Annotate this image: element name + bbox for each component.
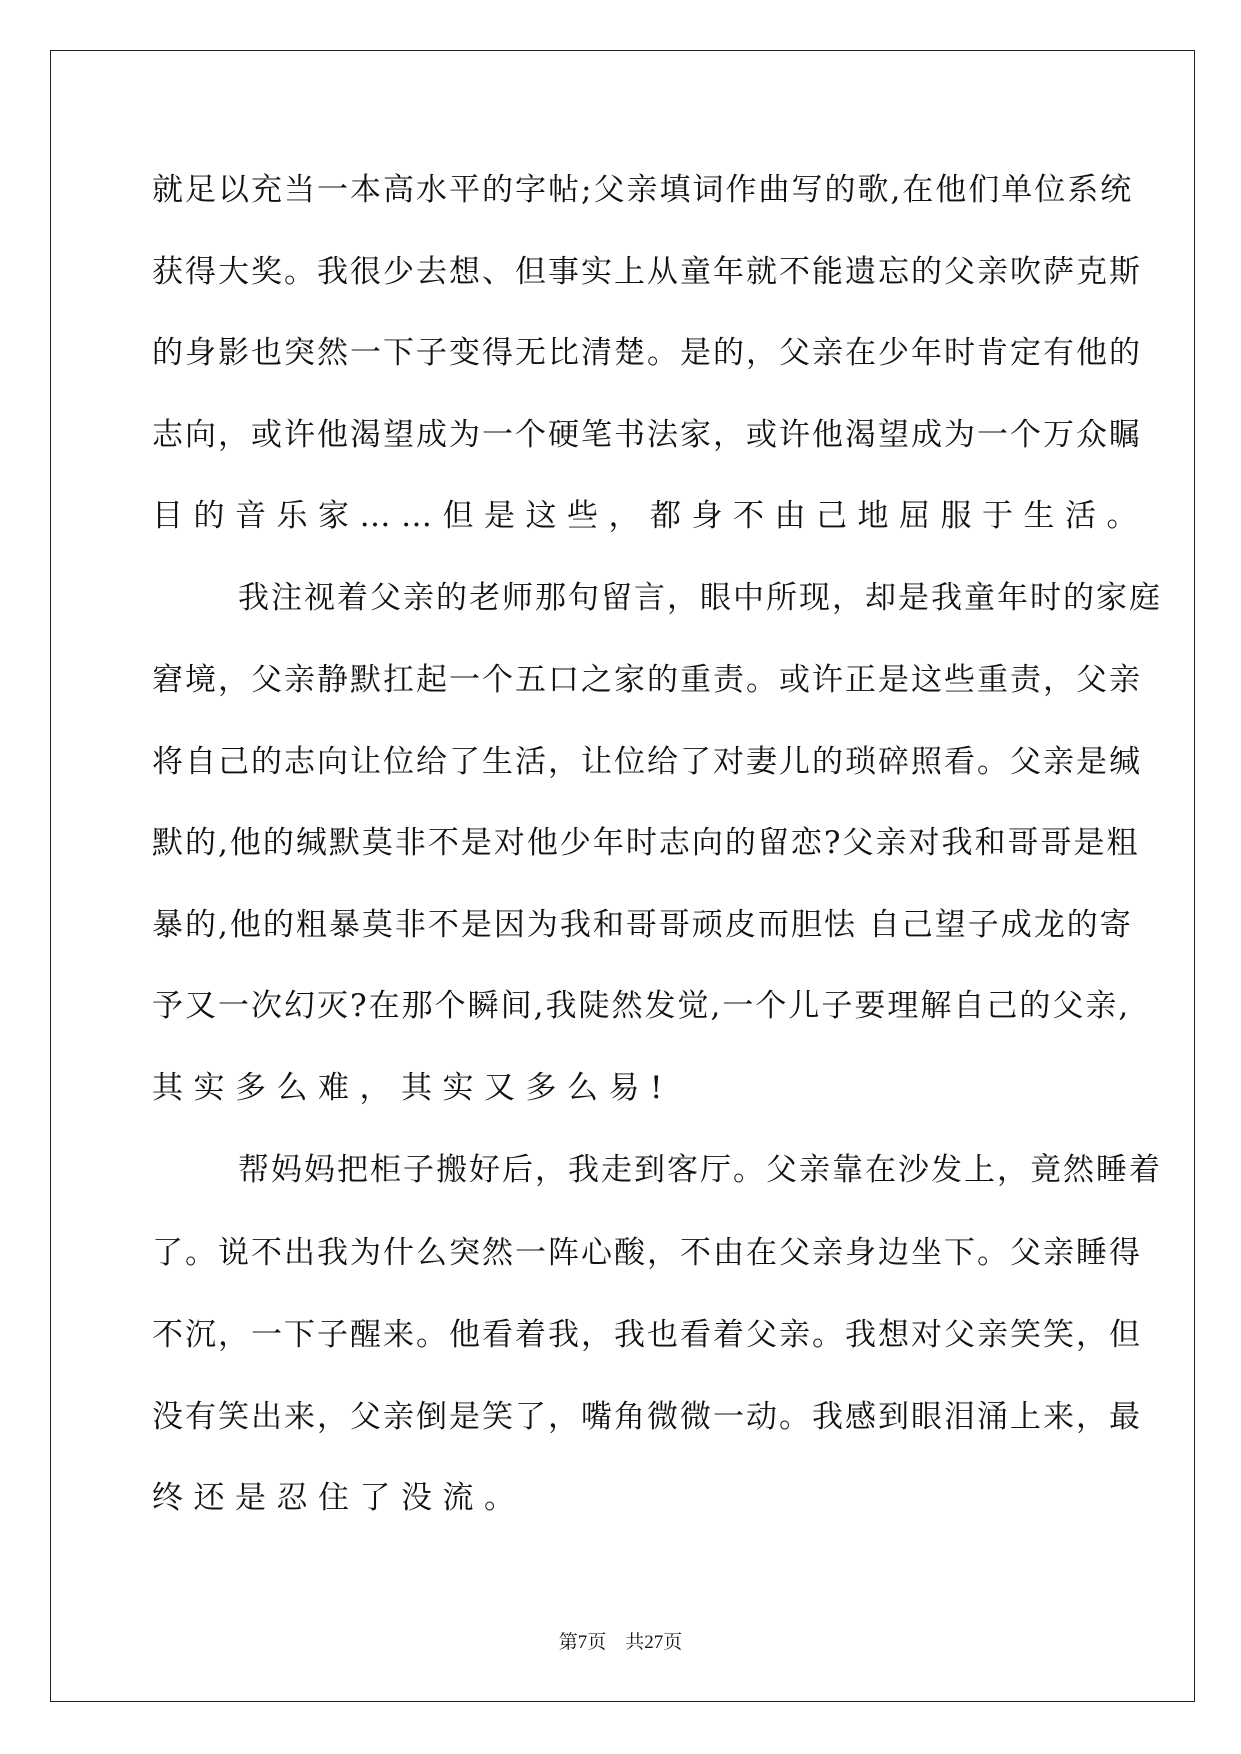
paragraph-2-line: 将自己的志向让位给了生活，让位给了对妻儿的琐碎照看。父亲是缄 — [152, 744, 1142, 780]
paragraph-1-line: 的身影也突然一下子变得无比清楚。是的，父亲在少年时肯定有他的 — [152, 335, 1142, 371]
paragraph-1-line: 目的音乐家……但是这些，都身不由己地屈服于生活。 — [152, 498, 1148, 534]
paragraph-1-line: 志向，或许他渴望成为一个硬笔书法家，或许他渴望成为一个万众瞩 — [152, 417, 1142, 453]
paragraph-2-line: 予又一次幻灭?在那个瞬间,我陡然发觉,一个儿子要理解自己的父亲, — [152, 988, 1131, 1024]
paragraph-2-line: 默的,他的缄默莫非不是对他少年时志向的留恋?父亲对我和哥哥是粗 — [152, 825, 1140, 861]
paragraph-3-line: 帮妈妈把柜子搬好后，我走到客厅。父亲靠在沙发上，竟然睡着 — [238, 1152, 1162, 1188]
paragraph-3-line: 了。说不出我为什么突然一阵心酸，不由在父亲身边坐下。父亲睡得 — [152, 1235, 1142, 1271]
paragraph-2-line: 我注视着父亲的老师那句留言，眼中所现，却是我童年时的家庭 — [238, 580, 1162, 616]
paragraph-1-line: 获得大奖。我很少去想、但事实上从童年就不能遗忘的父亲吹萨克斯 — [152, 254, 1142, 290]
page-number-footer: 第7页 共27页 — [558, 1632, 683, 1653]
paragraph-3-line: 不沉，一下子醒来。他看着我，我也看着父亲。我想对父亲笑笑，但 — [152, 1317, 1142, 1353]
page-border — [50, 50, 1195, 1702]
paragraph-1-line: 就足以充当一本高水平的字帖;父亲填词作曲写的歌,在他们单位系统 — [152, 172, 1134, 208]
paragraph-2-line: 暴的,他的粗暴莫非不是因为我和哥哥顽皮而胆怯 自己望子成龙的寄 — [152, 907, 1133, 943]
paragraph-2-line: 其实多么难，其实又多么易! — [152, 1070, 673, 1106]
paragraph-2-line: 窘境，父亲静默扛起一个五口之家的重责。或许正是这些重责，父亲 — [152, 662, 1142, 698]
paragraph-3-line: 终还是忍住了没流。 — [152, 1480, 526, 1516]
paragraph-3-line: 没有笑出来，父亲倒是笑了，嘴角微微一动。我感到眼泪涌上来，最 — [152, 1399, 1142, 1435]
